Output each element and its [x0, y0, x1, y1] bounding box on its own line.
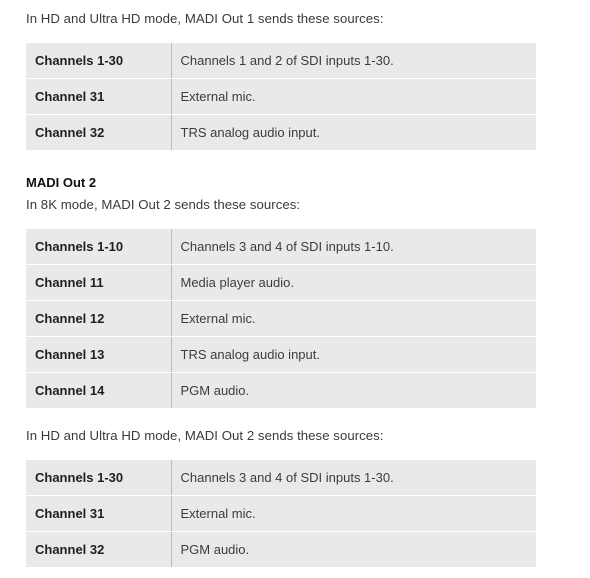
channel-cell: Channel 13: [26, 337, 171, 373]
source-cell: Channels 1 and 2 of SDI inputs 1-30.: [171, 43, 536, 79]
channel-cell: Channel 31: [26, 79, 171, 115]
madi-out-1-hd-table: [26, 43, 536, 150]
channel-cell: Channels 1-30: [26, 460, 171, 496]
channel-cell: Channel 31: [26, 496, 171, 532]
table-row: [26, 79, 536, 115]
source-cell: External mic.: [171, 496, 536, 532]
source-cell: External mic.: [171, 79, 536, 115]
table-row: [26, 43, 536, 79]
source-cell: TRS analog audio input.: [171, 115, 536, 151]
channel-cell: Channel 11: [26, 265, 171, 301]
source-cell: PGM audio.: [171, 532, 536, 568]
source-cell: Media player audio.: [171, 265, 536, 301]
source-cell: TRS analog audio input.: [171, 337, 536, 373]
madi-out-1-hd-intro: In HD and Ultra HD mode, MADI Out 1 sends these sources:: [26, 11, 384, 26]
table-row: [26, 496, 536, 532]
table-row: [26, 229, 536, 265]
table-row: [26, 115, 536, 151]
channel-cell: Channels 1-30: [26, 43, 171, 79]
channel-cell: Channels 1-10: [26, 229, 171, 265]
source-cell: Channels 3 and 4 of SDI inputs 1-30.: [171, 460, 536, 496]
source-cell: External mic.: [171, 301, 536, 337]
channel-cell: Channel 32: [26, 115, 171, 151]
channel-cell: Channel 14: [26, 373, 171, 409]
table-row: [26, 337, 536, 373]
madi-out-2-heading: MADI Out 2: [26, 175, 97, 190]
channel-cell: Channel 12: [26, 301, 171, 337]
channel-cell: Channel 32: [26, 532, 171, 568]
source-cell: Channels 3 and 4 of SDI inputs 1-10.: [171, 229, 536, 265]
table-row: [26, 265, 536, 301]
table-row: [26, 301, 536, 337]
table-row: [26, 460, 536, 496]
madi-out-2-hd-table: [26, 460, 536, 567]
madi-out-2-8k-intro: In 8K mode, MADI Out 2 sends these sources:: [26, 197, 301, 212]
table-row: [26, 532, 536, 568]
madi-out-2-8k-table: [26, 229, 536, 408]
table-row: [26, 373, 536, 409]
source-cell: PGM audio.: [171, 373, 536, 409]
madi-out-2-hd-intro: In HD and Ultra HD mode, MADI Out 2 sends these sources:: [26, 428, 384, 443]
